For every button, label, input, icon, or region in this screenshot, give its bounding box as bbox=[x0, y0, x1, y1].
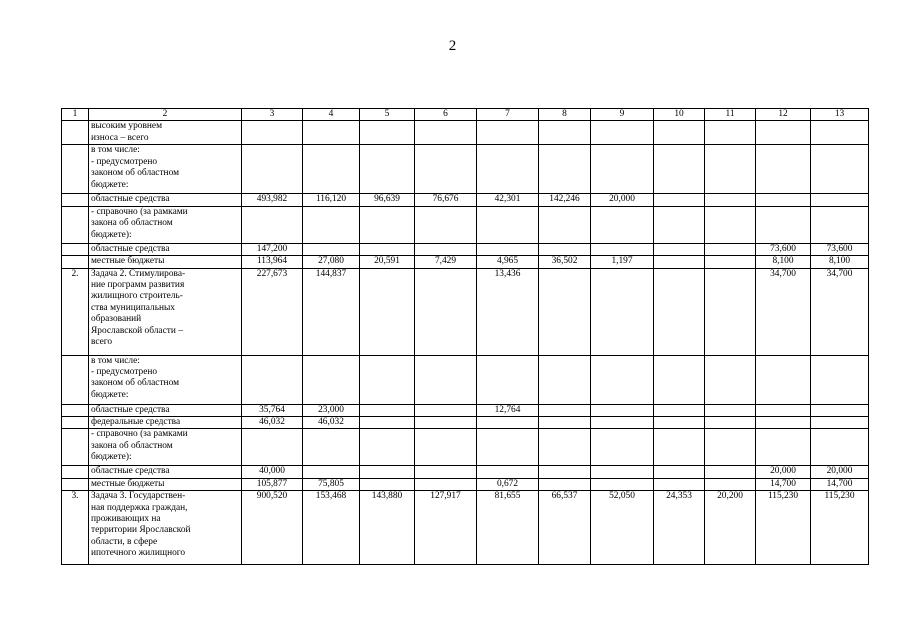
header-cell: 8 bbox=[539, 109, 591, 121]
row-label-cell: высоким уровнем износа – всего bbox=[89, 121, 242, 145]
value-cell bbox=[654, 417, 705, 429]
value-cell bbox=[705, 145, 756, 194]
table-row bbox=[62, 194, 869, 206]
value-cell: 115,230 bbox=[811, 491, 869, 565]
value-cell bbox=[415, 243, 477, 255]
value-cell: 35,764 bbox=[242, 404, 303, 416]
header-cell: 13 bbox=[811, 109, 869, 121]
value-cell: 34,700 bbox=[811, 268, 869, 355]
value-cell bbox=[539, 478, 591, 490]
value-cell bbox=[591, 268, 654, 355]
value-cell bbox=[705, 194, 756, 206]
value-cell bbox=[654, 145, 705, 194]
value-cell: 143,880 bbox=[360, 491, 415, 565]
value-cell bbox=[705, 256, 756, 268]
value-cell: 23,000 bbox=[303, 404, 360, 416]
value-cell bbox=[654, 268, 705, 355]
value-cell bbox=[705, 355, 756, 404]
value-cell bbox=[303, 145, 360, 194]
table-body bbox=[62, 109, 869, 565]
value-cell: 227,673 bbox=[242, 268, 303, 355]
value-cell bbox=[360, 466, 415, 478]
value-cell bbox=[360, 268, 415, 355]
header-cell: 2 bbox=[89, 109, 242, 121]
header-cell: 4 bbox=[303, 109, 360, 121]
value-cell bbox=[591, 417, 654, 429]
row-number-cell bbox=[62, 429, 89, 466]
header-cell: 11 bbox=[705, 109, 756, 121]
value-cell bbox=[756, 121, 811, 145]
value-cell bbox=[415, 429, 477, 466]
value-cell: 73,600 bbox=[811, 243, 869, 255]
value-cell bbox=[477, 145, 539, 194]
value-cell bbox=[242, 121, 303, 145]
value-cell bbox=[705, 121, 756, 145]
value-cell: 142,246 bbox=[539, 194, 591, 206]
value-cell: 12,764 bbox=[477, 404, 539, 416]
value-cell bbox=[415, 268, 477, 355]
header-cell: 7 bbox=[477, 109, 539, 121]
table-row bbox=[62, 466, 869, 478]
table-row bbox=[62, 145, 869, 194]
value-cell bbox=[705, 206, 756, 243]
value-cell bbox=[415, 355, 477, 404]
value-cell bbox=[756, 417, 811, 429]
value-cell: 73,600 bbox=[756, 243, 811, 255]
value-cell bbox=[303, 429, 360, 466]
value-cell: 42,301 bbox=[477, 194, 539, 206]
row-label-cell: Задача 2. Стимулирова- ние программ развития жилищного строитель- ства муниципальных образований Ярославской области – всего bbox=[89, 268, 242, 355]
value-cell bbox=[360, 355, 415, 404]
header-cell: 1 bbox=[62, 109, 89, 121]
row-number-cell bbox=[62, 404, 89, 416]
value-cell bbox=[591, 121, 654, 145]
header-cell: 9 bbox=[591, 109, 654, 121]
table-header-row bbox=[62, 109, 869, 121]
value-cell bbox=[242, 145, 303, 194]
value-cell bbox=[242, 206, 303, 243]
value-cell bbox=[360, 478, 415, 490]
value-cell: 153,468 bbox=[303, 491, 360, 565]
value-cell bbox=[654, 256, 705, 268]
value-cell bbox=[591, 404, 654, 416]
value-cell bbox=[705, 478, 756, 490]
row-label-cell: в том числе: - предусмотрено законом об областном бюджете: bbox=[89, 355, 242, 404]
table-row bbox=[62, 491, 869, 565]
value-cell bbox=[415, 478, 477, 490]
value-cell: 20,000 bbox=[591, 194, 654, 206]
value-cell bbox=[303, 206, 360, 243]
value-cell bbox=[242, 429, 303, 466]
row-number-cell bbox=[62, 121, 89, 145]
value-cell bbox=[654, 121, 705, 145]
value-cell bbox=[415, 145, 477, 194]
value-cell bbox=[415, 404, 477, 416]
value-cell bbox=[539, 404, 591, 416]
row-number-cell bbox=[62, 478, 89, 490]
value-cell bbox=[654, 478, 705, 490]
value-cell bbox=[539, 429, 591, 466]
value-cell bbox=[654, 429, 705, 466]
value-cell: 46,032 bbox=[303, 417, 360, 429]
value-cell: 14,700 bbox=[756, 478, 811, 490]
value-cell: 900,520 bbox=[242, 491, 303, 565]
row-label-cell: местные бюджеты bbox=[89, 256, 242, 268]
row-label-cell: областные средства bbox=[89, 243, 242, 255]
value-cell bbox=[811, 121, 869, 145]
value-cell bbox=[539, 355, 591, 404]
value-cell bbox=[654, 243, 705, 255]
value-cell bbox=[654, 466, 705, 478]
row-number-cell bbox=[62, 466, 89, 478]
value-cell: 13,436 bbox=[477, 268, 539, 355]
table-row bbox=[62, 429, 869, 466]
value-cell: 105,877 bbox=[242, 478, 303, 490]
row-number-cell bbox=[62, 417, 89, 429]
header-cell: 10 bbox=[654, 109, 705, 121]
value-cell: 113,964 bbox=[242, 256, 303, 268]
value-cell bbox=[303, 121, 360, 145]
row-number-cell bbox=[62, 355, 89, 404]
value-cell bbox=[539, 243, 591, 255]
value-cell bbox=[705, 466, 756, 478]
value-cell bbox=[477, 355, 539, 404]
value-cell bbox=[756, 429, 811, 466]
value-cell bbox=[811, 429, 869, 466]
value-cell: 20,200 bbox=[705, 491, 756, 565]
row-number-cell: 3. bbox=[62, 491, 89, 565]
row-label-cell: местные бюджеты bbox=[89, 478, 242, 490]
value-cell: 8,100 bbox=[811, 256, 869, 268]
value-cell bbox=[591, 243, 654, 255]
value-cell bbox=[705, 243, 756, 255]
value-cell: 75,805 bbox=[303, 478, 360, 490]
row-number-cell bbox=[62, 194, 89, 206]
value-cell bbox=[705, 429, 756, 466]
value-cell bbox=[705, 268, 756, 355]
table-row bbox=[62, 355, 869, 404]
value-cell bbox=[415, 206, 477, 243]
value-cell bbox=[477, 466, 539, 478]
value-cell: 115,230 bbox=[756, 491, 811, 565]
row-number-cell bbox=[62, 256, 89, 268]
value-cell bbox=[360, 121, 415, 145]
value-cell bbox=[756, 145, 811, 194]
value-cell bbox=[415, 466, 477, 478]
value-cell bbox=[654, 206, 705, 243]
value-cell: 40,000 bbox=[242, 466, 303, 478]
table-row bbox=[62, 243, 869, 255]
value-cell: 493,982 bbox=[242, 194, 303, 206]
value-cell bbox=[756, 194, 811, 206]
value-cell bbox=[539, 121, 591, 145]
value-cell bbox=[360, 404, 415, 416]
value-cell bbox=[539, 206, 591, 243]
value-cell bbox=[242, 355, 303, 404]
table-row bbox=[62, 478, 869, 490]
row-label-cell: Задача 3. Государствен- ная поддержка граждан, проживающих на территории Ярославской области, в сфере ипотечного жилищного bbox=[89, 491, 242, 565]
value-cell bbox=[705, 404, 756, 416]
value-cell bbox=[591, 478, 654, 490]
value-cell bbox=[591, 206, 654, 243]
row-label-cell: областные средства bbox=[89, 404, 242, 416]
value-cell bbox=[360, 145, 415, 194]
row-label-cell: - справочно (за рамками закона об областном бюджете): bbox=[89, 429, 242, 466]
value-cell bbox=[415, 417, 477, 429]
value-cell bbox=[539, 466, 591, 478]
row-number-cell bbox=[62, 206, 89, 243]
value-cell bbox=[591, 145, 654, 194]
value-cell bbox=[591, 429, 654, 466]
value-cell bbox=[756, 206, 811, 243]
value-cell: 81,655 bbox=[477, 491, 539, 565]
value-cell bbox=[360, 417, 415, 429]
budget-table bbox=[61, 108, 869, 565]
value-cell bbox=[811, 404, 869, 416]
page-number: 2 bbox=[448, 38, 457, 54]
value-cell: 116,120 bbox=[303, 194, 360, 206]
value-cell bbox=[811, 145, 869, 194]
value-cell bbox=[303, 243, 360, 255]
table-row bbox=[62, 404, 869, 416]
value-cell bbox=[415, 121, 477, 145]
value-cell bbox=[360, 429, 415, 466]
value-cell bbox=[756, 355, 811, 404]
value-cell bbox=[539, 417, 591, 429]
value-cell bbox=[360, 206, 415, 243]
value-cell: 0,672 bbox=[477, 478, 539, 490]
value-cell: 96,639 bbox=[360, 194, 415, 206]
row-label-cell: федеральные средства bbox=[89, 417, 242, 429]
value-cell: 52,050 bbox=[591, 491, 654, 565]
value-cell: 20,591 bbox=[360, 256, 415, 268]
value-cell bbox=[477, 243, 539, 255]
value-cell bbox=[654, 194, 705, 206]
value-cell bbox=[591, 355, 654, 404]
value-cell: 66,537 bbox=[539, 491, 591, 565]
table-row bbox=[62, 256, 869, 268]
value-cell bbox=[303, 466, 360, 478]
header-cell: 5 bbox=[360, 109, 415, 121]
value-cell: 24,353 bbox=[654, 491, 705, 565]
value-cell: 7,429 bbox=[415, 256, 477, 268]
header-cell: 12 bbox=[756, 109, 811, 121]
value-cell: 27,080 bbox=[303, 256, 360, 268]
value-cell: 8,100 bbox=[756, 256, 811, 268]
row-label-cell: областные средства bbox=[89, 466, 242, 478]
value-cell bbox=[654, 404, 705, 416]
value-cell: 1,197 bbox=[591, 256, 654, 268]
value-cell: 14,700 bbox=[811, 478, 869, 490]
value-cell bbox=[539, 268, 591, 355]
value-cell: 4,965 bbox=[477, 256, 539, 268]
value-cell bbox=[756, 404, 811, 416]
value-cell bbox=[477, 417, 539, 429]
row-label-cell: областные средства bbox=[89, 194, 242, 206]
row-label-cell: - справочно (за рамками закона об областном бюджете): bbox=[89, 206, 242, 243]
table-row bbox=[62, 417, 869, 429]
value-cell bbox=[811, 417, 869, 429]
value-cell bbox=[303, 355, 360, 404]
value-cell bbox=[477, 206, 539, 243]
header-cell: 6 bbox=[415, 109, 477, 121]
value-cell: 20,000 bbox=[756, 466, 811, 478]
value-cell bbox=[811, 194, 869, 206]
value-cell: 34,700 bbox=[756, 268, 811, 355]
table-row bbox=[62, 206, 869, 243]
value-cell bbox=[811, 355, 869, 404]
value-cell: 20,000 bbox=[811, 466, 869, 478]
table-row bbox=[62, 121, 869, 145]
value-cell: 127,917 bbox=[415, 491, 477, 565]
value-cell bbox=[654, 355, 705, 404]
value-cell bbox=[477, 121, 539, 145]
header-cell: 3 bbox=[242, 109, 303, 121]
value-cell bbox=[360, 243, 415, 255]
row-number-cell: 2. bbox=[62, 268, 89, 355]
value-cell bbox=[591, 466, 654, 478]
row-number-cell bbox=[62, 145, 89, 194]
row-number-cell bbox=[62, 243, 89, 255]
value-cell: 46,032 bbox=[242, 417, 303, 429]
value-cell: 76,676 bbox=[415, 194, 477, 206]
value-cell bbox=[539, 145, 591, 194]
value-cell: 147,200 bbox=[242, 243, 303, 255]
value-cell: 144,837 bbox=[303, 268, 360, 355]
value-cell: 36,502 bbox=[539, 256, 591, 268]
value-cell bbox=[811, 206, 869, 243]
value-cell bbox=[705, 417, 756, 429]
row-label-cell: в том числе: - предусмотрено законом об областном бюджете: bbox=[89, 145, 242, 194]
table-row bbox=[62, 268, 869, 355]
value-cell bbox=[477, 429, 539, 466]
